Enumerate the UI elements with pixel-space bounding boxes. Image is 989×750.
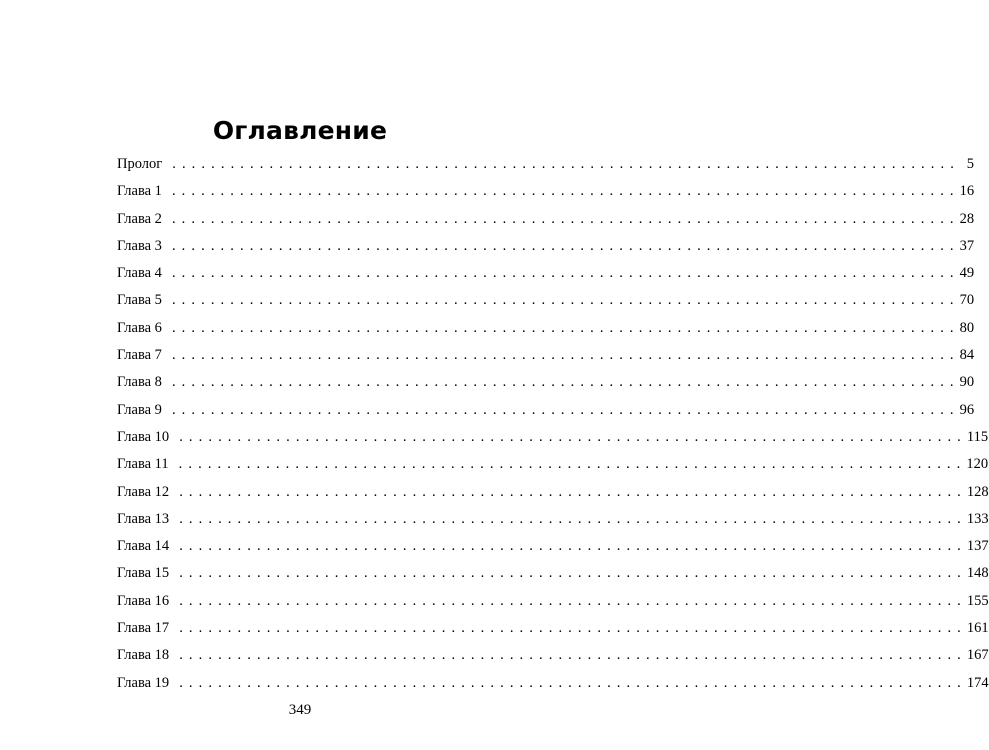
toc-entry-page: 37 xyxy=(959,237,975,254)
toc-entry-page: 161 xyxy=(966,620,989,637)
toc-entry-label: Глава 13 xyxy=(117,510,170,527)
toc-entry-label: Глава 3 xyxy=(117,237,162,254)
toc-entry-page: 155 xyxy=(966,592,989,609)
toc-entry[interactable] xyxy=(117,620,989,647)
toc-entry-label: Глава 4 xyxy=(117,265,162,282)
toc-entry-label: Глава 16 xyxy=(117,592,170,609)
toc-entry[interactable] xyxy=(117,292,975,319)
page-number: 349 xyxy=(288,702,312,718)
toc-dot-leader: ................................................................................. xyxy=(179,428,967,445)
toc-entry[interactable] xyxy=(117,237,975,265)
toc-dot-leader: ................................................................................. xyxy=(179,620,967,637)
toc-entry-label: Глава 15 xyxy=(117,565,170,582)
toc-entry-label: Глава 12 xyxy=(117,483,170,500)
toc-entry-page: 49 xyxy=(959,265,975,282)
toc-dot-leader: ................................................................................. xyxy=(171,292,960,309)
toc-entry-label: Глава 8 xyxy=(117,374,162,391)
toc-dot-leader: ................................................................................. xyxy=(171,319,960,336)
toc-entry-label: Глава 19 xyxy=(117,674,170,691)
toc-entry-page: 84 xyxy=(959,347,975,364)
toc-entry[interactable] xyxy=(117,347,975,374)
toc-entry-page: 133 xyxy=(966,510,989,527)
toc-entry-label: Глава 10 xyxy=(117,428,170,445)
toc-entry[interactable] xyxy=(117,592,989,620)
toc-entry[interactable] xyxy=(117,319,975,347)
toc-entry-page: 167 xyxy=(966,647,989,664)
toc-entry-label: Глава 7 xyxy=(117,347,162,364)
toc-dot-leader: ................................................................................. xyxy=(171,210,960,227)
toc-entry-label: Глава 1 xyxy=(117,183,162,200)
toc-dot-leader: ................................................................................. xyxy=(179,483,967,500)
toc-entry-page: 90 xyxy=(959,374,975,391)
toc-list xyxy=(117,156,989,702)
toc-dot-leader: ................................................................................. xyxy=(179,538,967,555)
toc-entry[interactable] xyxy=(117,401,975,429)
toc-entry-label: Глава 2 xyxy=(117,210,162,227)
toc-entry-page: 16 xyxy=(959,183,975,200)
toc-dot-leader: ................................................................................. xyxy=(171,401,960,418)
toc-entry[interactable] xyxy=(117,647,989,674)
toc-entry-label: Глава 18 xyxy=(117,647,170,664)
toc-entry[interactable] xyxy=(117,210,975,238)
toc-entry-page: 148 xyxy=(966,565,989,582)
toc-entry-page: 80 xyxy=(959,319,975,336)
toc-entry-page: 174 xyxy=(966,674,989,691)
toc-dot-leader: ................................................................................. xyxy=(179,647,967,664)
toc-entry-page: 70 xyxy=(959,292,975,309)
toc-entry[interactable] xyxy=(117,156,974,183)
toc-entry[interactable] xyxy=(117,428,989,456)
toc-entry-label: Пролог xyxy=(117,156,163,172)
toc-entry-label: Глава 9 xyxy=(117,401,162,418)
toc-dot-leader: ................................................................................. xyxy=(179,592,967,609)
toc-entry[interactable] xyxy=(117,538,989,565)
toc-entry-page: 28 xyxy=(959,210,975,227)
toc-entry[interactable] xyxy=(117,565,989,592)
toc-entry[interactable] xyxy=(117,674,989,702)
toc-entry-page: 137 xyxy=(966,538,989,555)
toc-dot-leader: ................................................................................. xyxy=(171,183,960,200)
toc-dot-leader: ................................................................................. xyxy=(172,156,960,172)
toc-entry-label: Глава 17 xyxy=(117,620,170,637)
toc-entry[interactable] xyxy=(117,265,975,292)
toc-entry-page: 5 xyxy=(966,156,974,172)
toc-entry[interactable] xyxy=(117,456,989,483)
toc-dot-leader: ................................................................................. xyxy=(179,565,967,582)
toc-entry-page: 120 xyxy=(966,456,989,473)
toc-dot-leader: ................................................................................. xyxy=(179,674,967,691)
toc-entry-page: 115 xyxy=(966,428,989,445)
toc-entry[interactable] xyxy=(117,183,975,210)
toc-entry-label: Глава 5 xyxy=(117,292,162,309)
toc-entry[interactable] xyxy=(117,510,989,538)
toc-dot-leader: ................................................................................. xyxy=(171,374,960,391)
toc-dot-leader: ................................................................................. xyxy=(171,237,960,254)
toc-title: Оглавление xyxy=(212,116,388,145)
toc-entry-page: 96 xyxy=(959,401,975,418)
toc-entry-label: Глава 11 xyxy=(117,456,169,473)
toc-dot-leader: ................................................................................. xyxy=(178,456,967,473)
toc-entry-page: 128 xyxy=(966,483,989,500)
toc-dot-leader: ................................................................................. xyxy=(171,265,960,282)
toc-entry-label: Глава 6 xyxy=(117,319,162,336)
toc-entry-label: Глава 14 xyxy=(117,538,170,555)
toc-entry[interactable] xyxy=(117,374,975,401)
toc-dot-leader: ................................................................................. xyxy=(179,510,967,527)
toc-dot-leader: ................................................................................. xyxy=(171,347,960,364)
toc-entry[interactable] xyxy=(117,483,989,511)
